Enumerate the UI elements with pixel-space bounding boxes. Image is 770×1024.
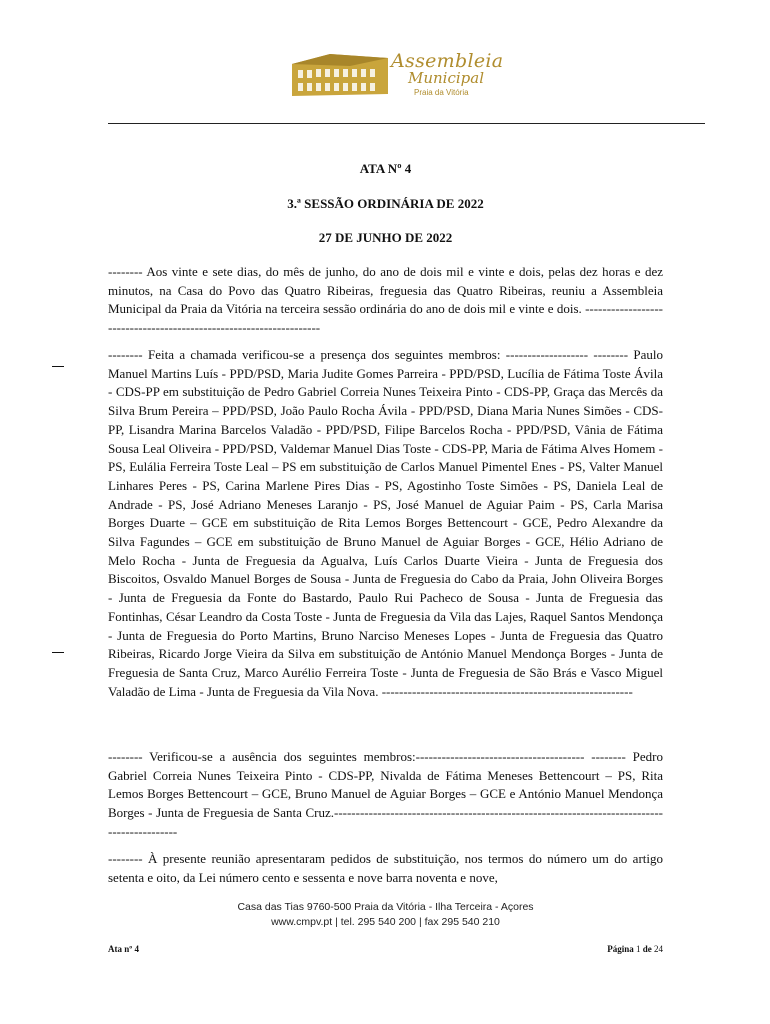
footer-address: Casa das Tias 9760-500 Praia da Vitória - Ilha Terceira - Açores bbox=[237, 901, 534, 913]
header-divider bbox=[108, 123, 705, 124]
page-number: 1 bbox=[636, 944, 641, 954]
logo-line-1: Assembleia bbox=[391, 50, 504, 72]
paragraph-present-members: -------- Feita a chamada verificou-se a presença dos seguintes membros: ------------------- -------- Paulo Manuel Martins Luís - PPD/PSD, Maria Judite Gomes Parreira - PPD/PSD, Lucília de Fátima Toste Ávila - CDS-PP em substituição de Pedro Gabriel Correia Nunes Teixeira Pinto - CDS-PP, Graça das Mercês da Silva Brum Pereira – PPD/PSD, João Paulo Rocha Ávila - PPD/PSD, Diana Maria Nunes Simões - CDS-PP, Lisandra Marina Barcelos Valadão - PPD/PSD, Filipe Barcelos Rocha - PPD/PSD, Vânia de Fátima Sousa Leal Oliveira - PPD/PSD, Valdemar Manuel Dias Toste - CDS-PP, Maria de Fátima Alves Homem - PS, Eulália Ferreira Toste Leal – PS em substituição de Carlos Manuel Pimentel Enes - PS, Valter Manuel Linhares Peres - PS, Carina Marlene Pires Dias - PS, Agostinho Toste Simões - PS, Daniela Leal de Andrade - PS, José Adriano Meneses Laranjo - PS, José Manuel de Aguiar Paim - PS, Carla Marisa Borges Duarte – GCE em substituição de Rita Lemos Borges Bettencourt - GCE, Pedro Alexandre da Silva Fagundes – GCE em substituição de Bruno Manuel de Aguiar Borges - GCE, Hélio Adriano de Melo Rocha - Junta de Freguesia da Agualva, Luís Carlos Duarte Vieira - Junta de Freguesia dos Biscoitos, Osvaldo Manuel Borges de Sousa - Junta de Freguesia do Cabo da Praia, John Oliveira Borges - Junta de Freguesia da Fonte do Bastardo, Paulo Rui Pacheco de Sousa - Junta de Freguesia das Fontinhas, César Leandro da Costa Toste - Junta de Freguesia da Vila das Lajes, Raquel Santos Mendonça - Junta de Freguesia do Porto Martins, Bruno Narciso Meneses Lopes - Junta de Freguesia das Quatro Ribeiras, Ricardo Jorge Vieira da Silva em substituição de António Manuel Mendonça Borges - Junta de Freguesia de Santa Cruz, Marco Aurélio Ferreira Toste - Junta de Freguesia de São Brás e Vasco Miguel Valadão de Lima - Junta de Freguesia da Vila Nova. ---------------------------------------------------------- bbox=[108, 347, 663, 699]
document-title: ATA Nº 4 bbox=[359, 161, 412, 176]
ata-label: Ata nº 4 bbox=[108, 944, 139, 954]
page-label: Página bbox=[607, 944, 634, 954]
margin-mark bbox=[52, 366, 64, 367]
session-date: 27 DE JUNHO DE 2022 bbox=[318, 230, 453, 245]
paragraph-absent-members: -------- Verificou-se a ausência dos seguintes membros:--------------------------------------- -------- Pedro Gabriel Correia Nunes Teixeira Pinto - CDS-PP, Nivalda de Fátima Meneses Bettencourt – PS, Rita Lemos Borges Bettencourt – GCE, Bruno Manuel de Aguiar Borges – GCE e António Manuel Mendonça Borges - Junta de Freguesia de Santa Cruz.-------------------------------------------------------------------------------------------- bbox=[108, 749, 663, 839]
margin-mark bbox=[52, 652, 64, 653]
session-title: 3.ª SESSÃO ORDINÁRIA DE 2022 bbox=[287, 196, 484, 211]
paragraph-opening: -------- Aos vinte e sete dias, do mês de junho, do ano de dois mil e vinte e dois, pelas dez horas e dez minutos, na Casa do Povo das Quatro Ribeiras, freguesia das Quatro Ribeiras, reuniu a Assembleia Municipal da Praia da Vitória na terceira sessão ordinária do ano de dois mil e vinte e dois. ------------------------------------------------------------------- bbox=[108, 264, 663, 336]
page-total: 24 bbox=[654, 944, 663, 954]
building-logo-icon bbox=[290, 44, 390, 104]
assembleia-logo bbox=[290, 44, 504, 104]
logo-line-3: Praia da Vitória bbox=[414, 88, 469, 97]
paragraph-substitutions: -------- À presente reunião apresentaram pedidos de substituição, nos termos do número um do artigo setenta e oito, da Lei número cento e sessenta e nove barra noventa e nove, bbox=[108, 851, 663, 885]
logo-line-2: Municipal bbox=[408, 69, 485, 87]
page-of: de bbox=[642, 944, 652, 954]
page-indicator bbox=[560, 944, 663, 954]
footer-contacts: www.cmpv.pt | tel. 295 540 200 | fax 295 540 210 bbox=[271, 916, 500, 928]
